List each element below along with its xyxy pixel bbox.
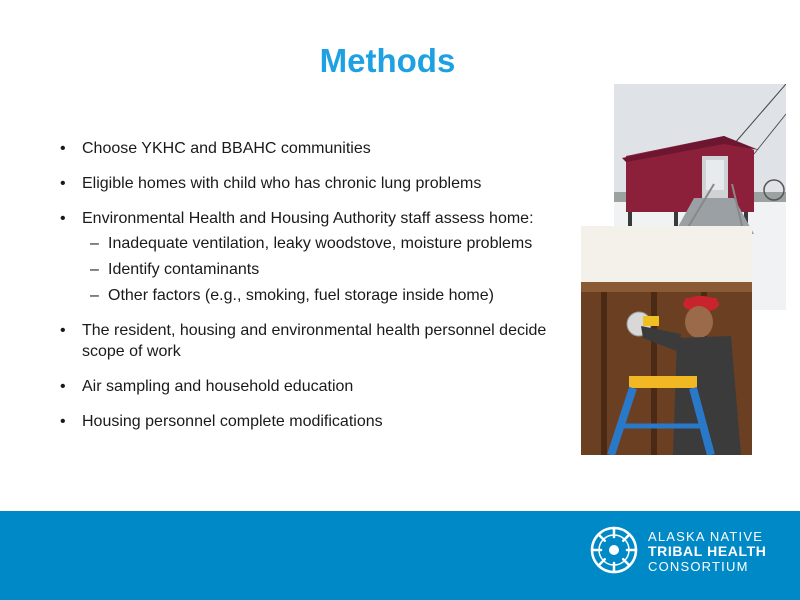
sub-bullet-list (82, 233, 570, 306)
logo-line-2: TRIBAL HEALTH (648, 543, 767, 559)
bullet-list (60, 138, 570, 446)
sub-bullet-item: – Other factors (e.g., smoking, fuel storage inside home) (82, 285, 570, 306)
slide-title: Methods (319, 42, 456, 79)
logo-line-1: ALASKA NATIVE (648, 529, 764, 544)
bullet-item: • Air sampling and household education (60, 376, 570, 397)
bullet-item: • Housing personnel complete modifications (60, 411, 570, 432)
bullet-item: • The resident, housing and environmental health personnel decide scope of work (60, 320, 570, 362)
sub-bullet-item: – Identify contaminants (82, 259, 570, 280)
bullet-item: • Eligible homes with child who has chronic lung problems (60, 173, 570, 194)
worker-photo (581, 226, 752, 455)
bullet-item: • Choose YKHC and BBAHC communities (60, 138, 570, 159)
bullet-item: • Environmental Health and Housing Authority staff assess home: – Inadequate ventilation, leaky woodstove, moisture problems – Identify contaminants – Other factors (e.g., smoking, fuel storage inside home) (60, 208, 570, 306)
sub-bullet-item: – Inadequate ventilation, leaky woodstove, moisture problems (82, 233, 570, 254)
logo-line-3: CONSORTIUM (648, 559, 749, 574)
compass-star-icon (589, 525, 639, 575)
consortium-logo-text (648, 529, 767, 574)
